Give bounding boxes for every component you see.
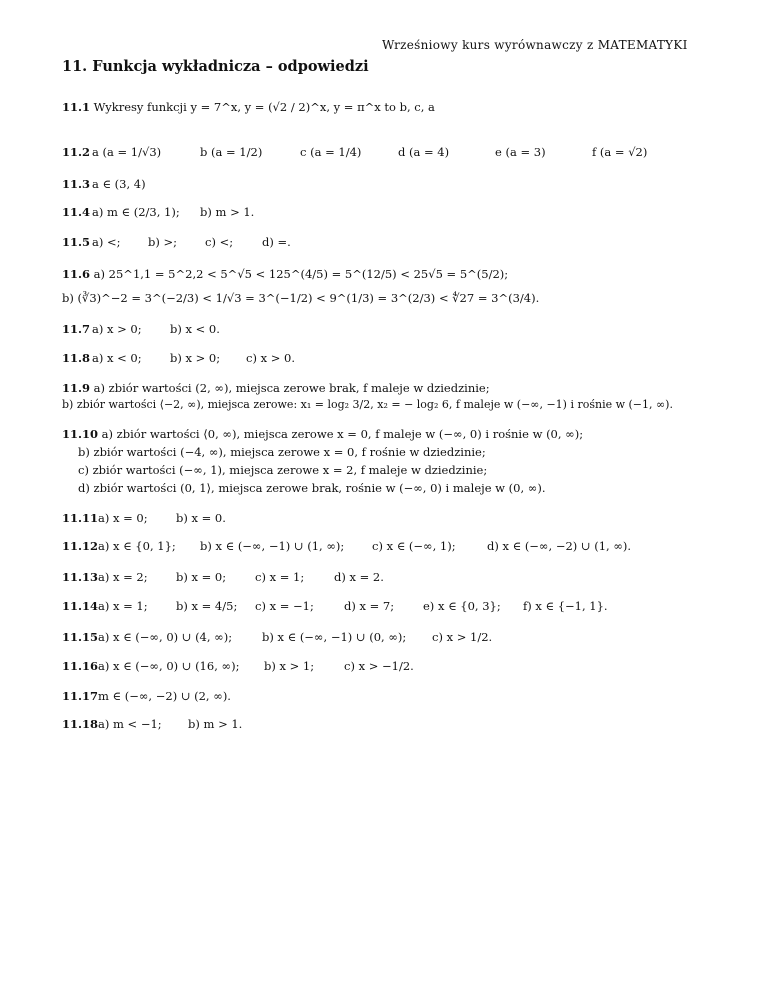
answer-part: c) x = −1; (255, 599, 314, 613)
answer-part: a (a = 1/√3) (92, 145, 162, 159)
answer-part: f (a = √2) (592, 145, 648, 159)
answer-number: 11.7 (62, 322, 91, 336)
answer-part: b) x = 4/5; (176, 599, 238, 613)
answer-number: 11.18 (62, 717, 99, 731)
answer-number: 11.8 (62, 351, 91, 365)
answer-part: c) x > −1/2. (344, 659, 414, 673)
answer-number: 11.5 (62, 235, 91, 249)
answer-part: c) x ∈ (−∞, 1); (372, 539, 456, 553)
answer-line: a) zbiór wartości (2, ∞), miejsca zerowe brak, f maleje w dziedzinie; (93, 381, 490, 395)
answer-part: a) x = 0; (98, 511, 148, 525)
answer-part: a) x ∈ (−∞, 0) ∪ (16, ∞); (98, 659, 240, 673)
answer-number: 11.11 (62, 511, 99, 525)
answer-part: b) x ∈ (−∞, −1) ∪ (0, ∞); (262, 630, 407, 644)
answer-part: b) m > 1. (188, 717, 243, 731)
answer-line: a) 25^1,1 = 5^2,2 < 5^√5 < 125^(4/5) = 5^(12/5) < 25√5 = 5^(5/2); (93, 267, 509, 281)
answer-number: 11.17 (62, 689, 99, 703)
answer-line: Wykresy funkcji y = 7^x, y = (√2 / 2)^x, y = π^x to b, c, a (93, 100, 435, 114)
answer-11-10 (62, 428, 583, 442)
answer-part: b) >; (148, 235, 178, 249)
answer-number: 11.15 (62, 630, 99, 644)
answer-line: b) zbiór wartości (−4, ∞), miejsca zerowe x = 0, f rośnie w dziedzinie; (78, 445, 486, 459)
answer-number: 11.2 (62, 145, 91, 159)
answer-part: b) x < 0. (170, 322, 220, 336)
answer-part: a) x = 1; (98, 599, 148, 613)
answer-number: 11.9 (62, 381, 91, 395)
answer-part: e (a = 3) (495, 145, 546, 159)
answer-part: a) m ∈ (2/3, 1); (92, 205, 180, 219)
answer-part: a) x = 2; (98, 570, 148, 584)
answer-part: m ∈ (−∞, −2) ∪ (2, ∞). (98, 689, 231, 703)
answer-number: 11.3 (62, 177, 91, 191)
answer-part: b) x ∈ (−∞, −1) ∪ (1, ∞); (200, 539, 345, 553)
answer-part: d) x ∈ (−∞, −2) ∪ (1, ∞). (487, 539, 632, 553)
page-header: Wrześniowy kurs wyrównawczy z MATEMATYKI (382, 38, 688, 52)
answer-part: c) x > 1/2. (432, 630, 493, 644)
answer-number: 11.16 (62, 659, 99, 673)
answer-number: 11.4 (62, 205, 91, 219)
answer-11-6 (62, 268, 508, 282)
answer-part: b) x = 0. (176, 511, 226, 525)
answer-part: b) x = 0; (176, 570, 227, 584)
answer-part: d) =. (262, 235, 291, 249)
answer-number: 11.6 (62, 267, 91, 281)
answer-part: c) x = 1; (255, 570, 305, 584)
answer-part: d) x = 7; (344, 599, 395, 613)
answer-11-9 (62, 382, 490, 396)
answer-part: f) x ∈ {−1, 1}. (523, 599, 608, 613)
answer-part: a) x ∈ (−∞, 0) ∪ (4, ∞); (98, 630, 233, 644)
answer-line: b) zbiór wartości ⟨−2, ∞), miejsca zerowe: x₁ = log₂ 3/2, x₂ = − log₂ 6, f maleje w (−∞, −1) i rośnie w (−1, ∞). (62, 398, 673, 411)
answer-part: a) x > 0; (92, 322, 142, 336)
answer-part: c) <; (205, 235, 234, 249)
answer-part: c (a = 1/4) (300, 145, 362, 159)
answer-part: a ∈ (3, 4) (92, 177, 146, 191)
answer-line: b) (∛3)^−2 = 3^(−2/3) < 1/√3 = 3^(−1/2) < 9^(1/3) = 3^(2/3) < ∜27 = 3^(3/4). (62, 291, 540, 305)
answer-11-1 (62, 101, 435, 115)
answer-part: a) x < 0; (92, 351, 142, 365)
answer-line: c) zbiór wartości (−∞, 1), miejsca zerowe x = 2, f maleje w dziedzinie; (78, 463, 488, 477)
answer-number: 11.13 (62, 570, 99, 584)
answer-part: a) m < −1; (98, 717, 162, 731)
answer-part: a) <; (92, 235, 121, 249)
answer-line: d) zbiór wartości (0, 1⟩, miejsca zerowe brak, rośnie w (−∞, 0) i maleje w (0, ∞). (78, 481, 546, 495)
answer-line: a) zbiór wartości ⟨0, ∞), miejsca zerowe x = 0, f maleje w (−∞, 0) i rośnie w (0, ∞); (101, 427, 584, 441)
answer-part: c) x > 0. (246, 351, 295, 365)
answer-number: 11.10 (62, 427, 99, 441)
answer-part: a) x ∈ {0, 1}; (98, 539, 176, 553)
answer-part: b) x > 1; (264, 659, 315, 673)
answer-part: d) x = 2. (334, 570, 384, 584)
page-title: 11. Funkcja wykładnicza – odpowiedzi (62, 58, 369, 75)
answer-number: 11.14 (62, 599, 99, 613)
answer-number: 11.1 (62, 100, 91, 114)
answer-part: b (a = 1/2) (200, 145, 263, 159)
answer-number: 11.12 (62, 539, 99, 553)
answer-part: b) x > 0; (170, 351, 221, 365)
answer-part: d (a = 4) (398, 145, 450, 159)
answer-part: b) m > 1. (200, 205, 255, 219)
answer-part: e) x ∈ {0, 3}; (423, 599, 501, 613)
